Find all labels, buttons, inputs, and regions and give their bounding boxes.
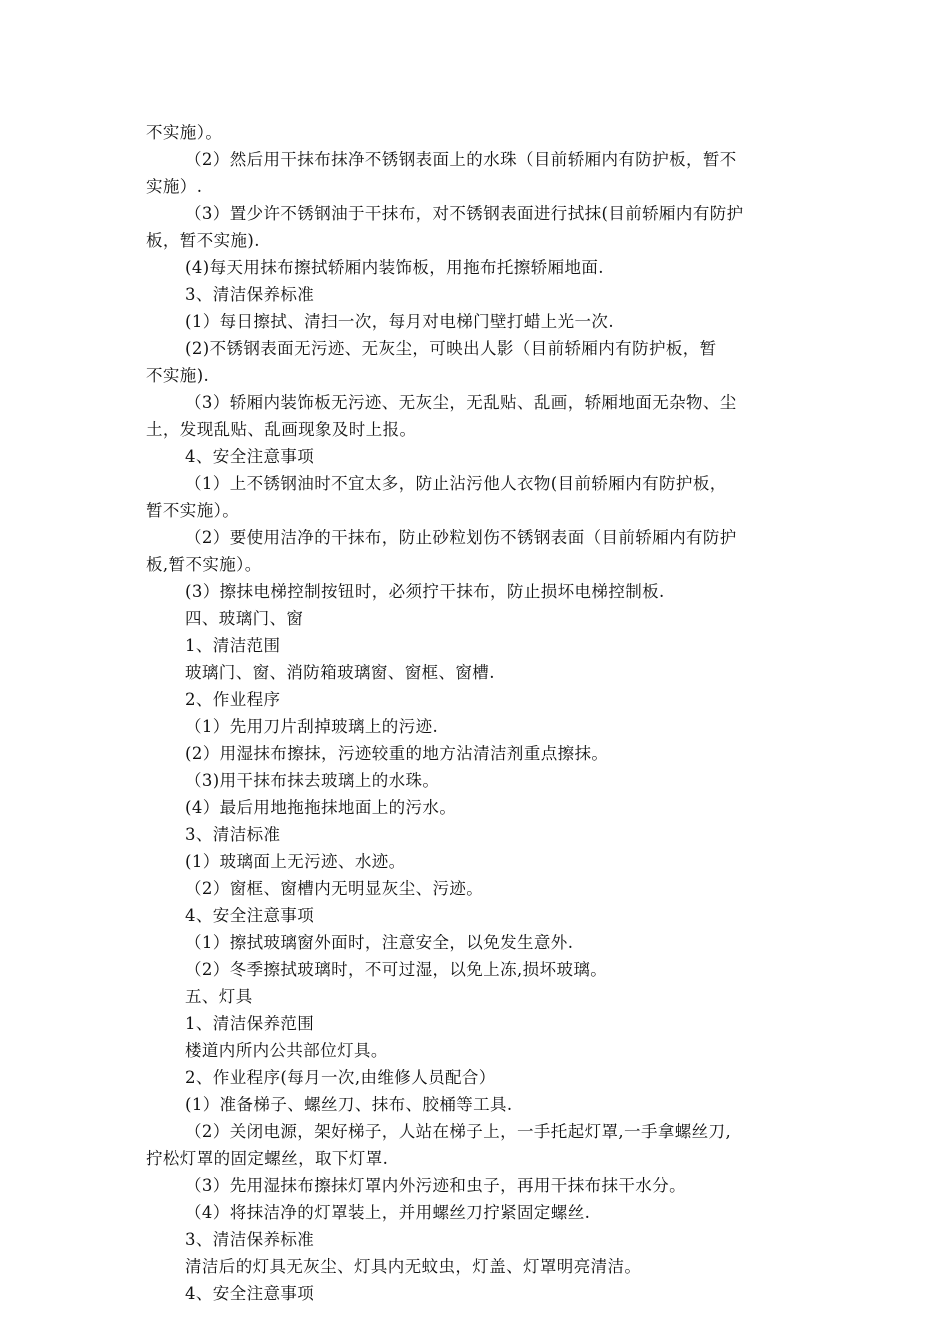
section-heading: 4、安全注意事项 (185, 906, 315, 925)
text-line: （4）将抹洁净的灯罩装上，并用螺丝刀拧紧固定螺丝. (185, 1203, 591, 1222)
text-line: (2）用湿抹布擦抹，污迹较重的地方沾清洁剂重点擦抹。 (185, 744, 609, 763)
section-heading: 2、作业程序 (185, 690, 281, 709)
section-heading: 3、清洁保养标准 (185, 285, 315, 304)
section-heading: 1、清洁范围 (185, 636, 281, 655)
text-line: 玻璃门、窗、消防箱玻璃窗、窗框、窗槽. (185, 663, 495, 682)
text-line: 清洁后的灯具无灰尘、灯具内无蚊虫，灯盖、灯罩明亮清洁。 (185, 1257, 642, 1276)
text-line: 板,暂不实施）。 (146, 555, 262, 574)
section-heading: 2、作业程序(每月一次,由维修人员配合） (185, 1068, 496, 1087)
section-heading: 4、安全注意事项 (185, 1284, 315, 1303)
text-line: 不实施）。 (146, 123, 223, 142)
text-line: （3）轿厢内装饰板无污迹、无灰尘，无乱贴、乱画，轿厢地面无杂物、尘 (185, 393, 737, 412)
text-line: （3)用干抹布抹去玻璃上的水珠。 (185, 771, 440, 790)
text-line: (3）擦抹电梯控制按钮时，必须拧干抹布，防止损坏电梯控制板. (185, 582, 665, 601)
text-line: 土，发现乱贴、乱画现象及时上报。 (146, 420, 417, 439)
section-heading: 3、清洁标准 (185, 825, 281, 844)
section-heading: 1、清洁保养范围 (185, 1014, 315, 1033)
text-line: （1）上不锈钢油时不宜太多，防止沾污他人衣物(目前轿厢内有防护板， (185, 474, 727, 493)
text-line: （3）置少许不锈钢油于干抹布，对不锈钢表面进行拭抹(目前轿厢内有防护 (185, 204, 744, 223)
text-line: （2）要使用洁净的干抹布，防止砂粒划伤不锈钢表面（目前轿厢内有防护 (185, 528, 737, 547)
text-line: 暂不实施）。 (146, 501, 240, 520)
section-heading: 4、安全注意事项 (185, 447, 315, 466)
text-line: (1）玻璃面上无污迹、水迹。 (185, 852, 406, 871)
chapter-heading: 四、玻璃门、窗 (185, 609, 304, 628)
text-line: (4)每天用抹布擦拭轿厢内装饰板，用拖布托擦轿厢地面. (185, 258, 604, 277)
text-line: （2）关闭电源，架好梯子，人站在梯子上，一手托起灯罩,一手拿螺丝刀, (185, 1122, 732, 1141)
text-line: （3）先用湿抹布擦抹灯罩内外污迹和虫子，再用干抹布抹干水分。 (185, 1176, 686, 1195)
text-line: (1）每日擦拭、清扫一次，每月对电梯门壁打蜡上光一次. (185, 312, 614, 331)
text-line: 楼道内所内公共部位灯具。 (185, 1041, 388, 1060)
chapter-heading: 五、灯具 (185, 987, 253, 1006)
text-line: 板，暂不实施). (146, 231, 260, 250)
text-line: 不实施). (146, 366, 210, 385)
text-line: （2）冬季擦拭玻璃时，不可过湿，以免上冻,损坏玻璃。 (185, 960, 608, 979)
text-line: 实施）. (146, 177, 203, 196)
text-line: （1）先用刀片刮掉玻璃上的污迹. (185, 717, 439, 736)
text-line: (2)不锈钢表面无污迹、无灰尘，可映出人影（目前轿厢内有防护板，暂 (185, 339, 717, 358)
text-line: (4）最后用地拖拖抹地面上的污水。 (185, 798, 457, 817)
text-line: （1）擦拭玻璃窗外面时，注意安全，以免发生意外. (185, 933, 574, 952)
text-line: 拧松灯罩的固定螺丝，取下灯罩. (146, 1149, 389, 1168)
section-heading: 3、清洁保养标准 (185, 1230, 315, 1249)
text-line: （2）窗框、窗槽内无明显灰尘、污迹。 (185, 879, 484, 898)
text-line: （2）然后用干抹布抹净不锈钢表面上的水珠（目前轿厢内有防护板，暂不 (185, 150, 737, 169)
text-line: (1）准备梯子、螺丝刀、抹布、胶桶等工具. (185, 1095, 513, 1114)
